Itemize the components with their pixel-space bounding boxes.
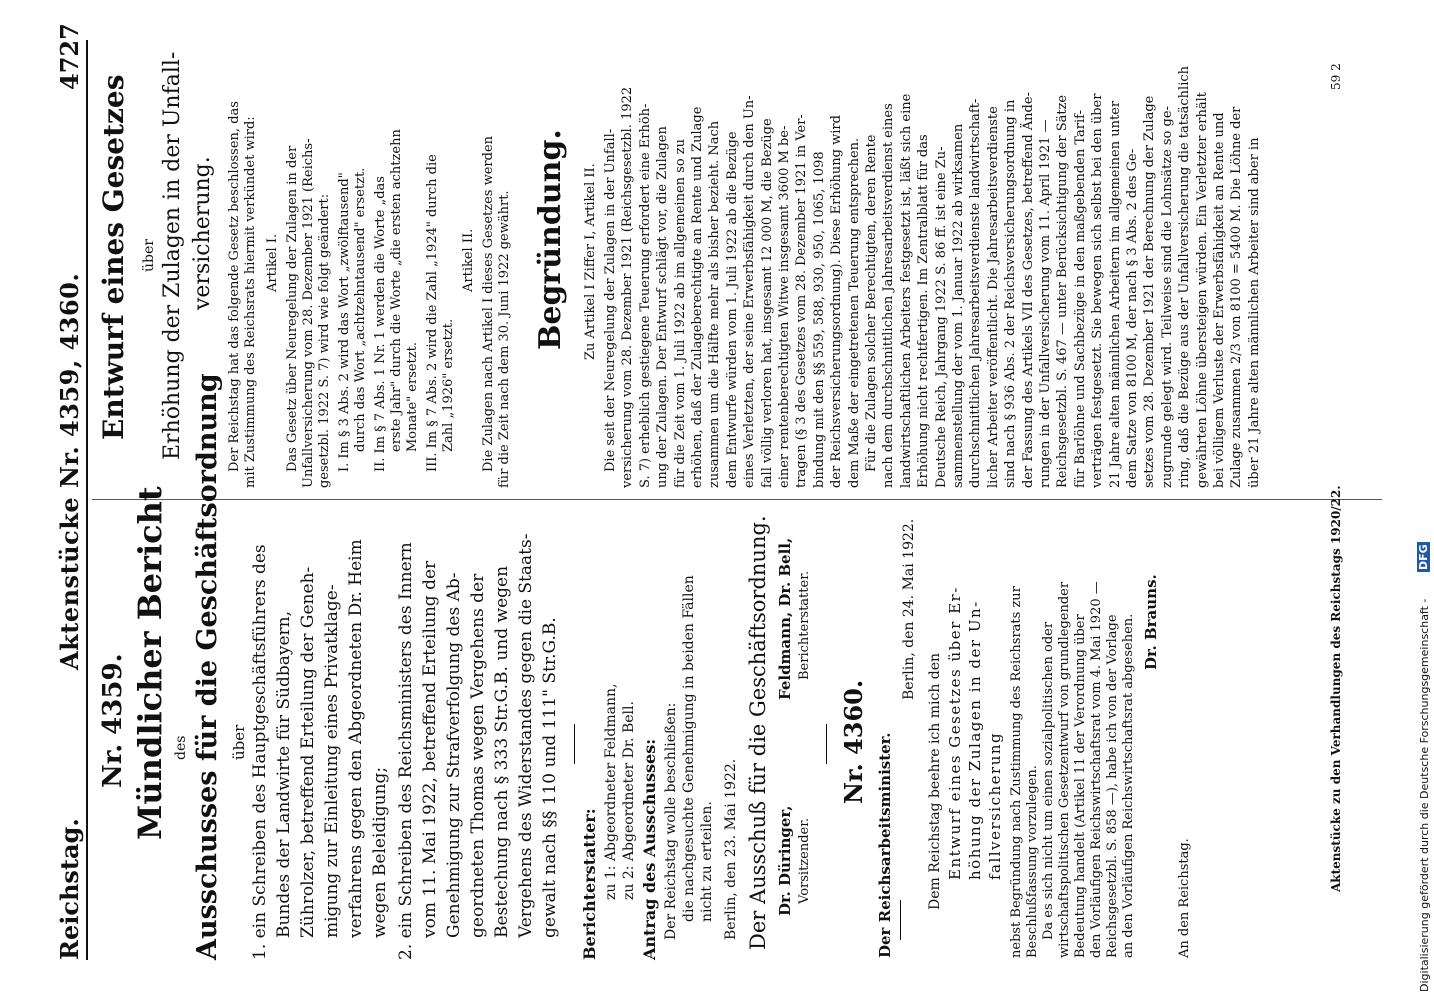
art1-text: gesetzbl. 1922 S. 7) wird wie folgt geändert: bbox=[317, 193, 332, 488]
doc4360-body: höhung der Zulagen in der Un- bbox=[966, 600, 984, 880]
column-divider bbox=[92, 499, 1382, 500]
entwurf-title: Entwurf eines Gesetzes bbox=[97, 74, 130, 440]
art1-item: III. Im § 7 Abs. 2 wird die Zahl „1924" durch die bbox=[425, 154, 440, 472]
begruendung-line: nach dem durchschnittlichen Jahresarbeitsverdienst eines bbox=[881, 103, 897, 488]
doc4360-body: Da es sich nicht um einen sozialpolitischen oder bbox=[1041, 621, 1056, 940]
begruendung-line: 21 Jahre alten männlichen Arbeitern im allgemeinen unter bbox=[1107, 100, 1123, 488]
art1-item: Monate" ersetzt. bbox=[405, 342, 420, 452]
item2-line: vom 11. Mai 1922, betreffend Erteilung der bbox=[420, 560, 440, 938]
entwurf-ueber: über bbox=[141, 239, 157, 272]
doc4360-body: Entwurf eines Gesetzes über Er- bbox=[946, 586, 964, 880]
doc4360-body: an den Vorläufigen Reichswirtschaftsrat abgesehen. bbox=[1121, 613, 1136, 958]
berichterstatter-role: Berichterstatter. bbox=[797, 570, 812, 680]
begruendung-line: erhöhen, daß der Zulageberechtigte an Rente und Zulage bbox=[690, 106, 705, 488]
begruendung-sub: Zu Artikel I Ziffer I, Artikel II. bbox=[583, 163, 598, 360]
begruendung-line: versicherung vom 28. Dezember 1921 (Reichsgesetzbl. 1922 bbox=[620, 86, 636, 488]
vorsitzender-role: Vorsitzender. bbox=[797, 817, 812, 904]
art1-item: II. Im § 7 Abs. 1 Nr. 1 werden die Worte „das bbox=[373, 176, 388, 472]
doc4360-body: Dem Reichstag beehre ich mich den bbox=[927, 652, 943, 910]
antrag-label: Antrag des Ausschusses: bbox=[640, 738, 659, 960]
begruendung-line: bei völligem Verluste der Erwerbsfähigkeit an Rente und bbox=[1212, 112, 1227, 488]
digitization-sidebar bbox=[1414, 0, 1434, 1000]
begruendung-line: Erhöhung nicht rechtfertigen. Im Zentralblatt für das bbox=[916, 134, 932, 488]
doc4360-body: Beschlußfassung vorzulegen. bbox=[1025, 765, 1040, 958]
doc4360-date: Berlin, den 24. Mai 1922. bbox=[901, 518, 917, 700]
begruendung-line: Reichsgesetzbl. S. 467 — unter Berücksichtigung der Sätze bbox=[1055, 94, 1071, 488]
short-rule bbox=[574, 724, 575, 764]
begruendung-line: sammenstellung der vom 1. Januar 1922 ab wirksamen bbox=[951, 123, 966, 488]
begruendung-line: S. 7) erheblich gestiegene Teuerung erfordert eine Erhöh- bbox=[637, 103, 653, 488]
begruendung-line: Zulage zusammen 2/3 von 8100 = 5400 M. Die Löhne der bbox=[1229, 106, 1245, 488]
begruendung-line: zugrunde gelegt wird. Teilweise sind die Lohnsätze so ge- bbox=[1159, 106, 1175, 488]
item2-line: Vergehens des Widerstandes gegen die Staats- bbox=[516, 533, 536, 938]
art2-text: Die Zulagen nach Artikel I dieses Gesetzes werden bbox=[481, 135, 496, 472]
begruendung-line: dem Entwurfe würden vom 1. Juli 1922 ab die Bezüge bbox=[724, 131, 740, 488]
doc4360-body: Reichsgesetzbl. S. 858 —), habe ich von der Vorlage bbox=[1105, 614, 1120, 958]
doc4360-body: fallversicherung bbox=[986, 731, 1004, 880]
begruendung-line: für Barlöhne und Sachbezüge in den maßgebenden Tarif- bbox=[1072, 110, 1088, 488]
page-number: 4727 bbox=[55, 23, 84, 90]
art1-item: erste Jahr" durch die Worte „die ersten achtzehn bbox=[389, 129, 404, 452]
doc4360-body: nebst Begründung nach Zustimmung des Reichsrats zur bbox=[1009, 586, 1024, 958]
entwurf-subtitle: versicherung. bbox=[190, 156, 215, 310]
art1-item: Zahl „1926" ersetzt. bbox=[441, 318, 456, 452]
item2-line: Genehmigung zur Strafverfolgung des Ab- bbox=[444, 572, 464, 938]
artikel-1-heading: Artikel I. bbox=[265, 233, 280, 292]
art2-text: für die Zeit nach dem 30. Juni 1922 gewährt. bbox=[497, 190, 512, 488]
begruendung-line: gewährten Löhne übersteigen würden. Ein Verletzter erhält bbox=[1194, 91, 1210, 488]
begruendung-line: für die Zeit vom 1. Juli 1922 ab im allgemeinen so zu bbox=[672, 139, 688, 488]
art1-text: Das Gesetz über Neuregelung der Zulagen in der bbox=[285, 145, 300, 472]
doc4359-title: Mündlicher Bericht bbox=[131, 486, 169, 840]
header-center: Aktenstücke Nr. 4359, 4360. bbox=[55, 272, 84, 670]
item1-line: Bundes der Landwirte für Südbayern, bbox=[274, 610, 294, 938]
berichterstatter-signature: Feldmann, Dr. Bell, bbox=[776, 537, 794, 700]
footer-right: 59 2 bbox=[1329, 63, 1343, 90]
begruendung-line: eines Verletzten, der seine Erwerbsfähigkeit durch den Un- bbox=[742, 95, 758, 488]
begruendung-line: ung der Zulagen. Der Entwurf schlägt vor, die Zulagen bbox=[655, 126, 671, 488]
begruendung-line: fall völlig verloren hat, insgesamt 12 000 M, die Bezüge bbox=[759, 118, 775, 488]
begruendung-line: dem Satze von 8100 M, der nach § 3 Abs. 2 des Ge- bbox=[1125, 148, 1140, 488]
begruendung-line: Deutsche Reich, Jahrgang 1922 S. 86 ff. ist eine Zu- bbox=[933, 146, 949, 488]
begruendung-title: Begründung. bbox=[533, 129, 568, 350]
begruendung-line: landwirtschaftlichen Arbeiters festgesetzt ist, läßt sich eine bbox=[898, 93, 914, 488]
doc4360-body: wirtschaftspolitischen Gesetzentwurf von grundlegender bbox=[1057, 581, 1072, 958]
entwurf-intro: Der Reichstag hat das folgende Gesetz beschlossen, das bbox=[227, 101, 242, 472]
begruendung-line: sind nach § 936 Abs. 2 der Reichsversicherungsordnung in bbox=[1003, 99, 1019, 488]
doc4360-body: Bedeutung handelt (Artikel 11 der Verordnung über bbox=[1073, 614, 1088, 958]
berichterstatter-2: zu 2: Abgeordneter Dr. Bell. bbox=[621, 701, 637, 900]
item1-line: verfahrens gegen den Abgeordneten Dr. Heim bbox=[346, 539, 366, 938]
begruendung-line: Die seit der Neuregelung der Zulagen in der Unfall- bbox=[603, 128, 618, 472]
begruendung-line: licher Arbeiter veröffentlicht. Die Jahresarbeitsverdienste bbox=[985, 106, 1001, 488]
begruendung-line: der Fassung des Artikels VII des Gesetzes, betreffend Ände- bbox=[1020, 92, 1036, 488]
doc4360-sender: Der Reichsarbeitsminister. bbox=[876, 732, 894, 958]
item1-line: 1. ein Schreiben des Hauptgeschäftsführers des bbox=[250, 544, 270, 960]
short-rule bbox=[826, 724, 827, 764]
item1-line: Zührolzer, betreffend Erteilung der Geneh- bbox=[298, 566, 318, 938]
berichterstatter-label: Berichterstatter: bbox=[580, 808, 599, 960]
entwurf-subtitle: Erhöhung der Zulagen in der Unfall- bbox=[160, 51, 185, 460]
item1-line: migung zur Einleitung eines Privatklage- bbox=[322, 584, 342, 938]
doc4360-number: Nr. 4360. bbox=[839, 679, 868, 804]
doc4360-signature: Dr. Brauns. bbox=[1142, 574, 1160, 670]
begruendung-line: dem Maße der eingetretenen Teuerung entsprechen. bbox=[846, 137, 862, 488]
berichterstatter-1: zu 1: Abgeordneter Feldmann, bbox=[603, 683, 619, 900]
begruendung-line: durchschnittlichen Jahresarbeitsverdienste landwirtschaft- bbox=[968, 98, 984, 488]
antrag-line: nicht zu erteilen. bbox=[699, 801, 715, 922]
begruendung-line: ring, daß die Bezüge aus der Unfallversicherung die tatsächlich bbox=[1177, 65, 1193, 488]
begruendung-line: Für die Zulagen solcher Berechtigten, deren Rente bbox=[864, 134, 879, 472]
antrag-line: Der Reichstag wolle beschließen: bbox=[663, 702, 679, 940]
antrag-line: die nachgesuchte Genehmigung in beiden Fällen bbox=[681, 575, 697, 922]
vorsitzender-name: Dr. Düringer, bbox=[776, 805, 794, 916]
doc4359-ausschuss: Ausschusses für die Geschäftsordnung bbox=[192, 373, 223, 960]
doc4359-number: Nr. 4359. bbox=[98, 653, 128, 788]
art1-item: durch das Wort „achtzehntausend" ersetzt. bbox=[353, 167, 368, 452]
doc4359-ueber: über bbox=[230, 724, 248, 760]
begruendung-line: bindung mit den §§ 559, 588, 930, 950, 1065, 1098 bbox=[811, 151, 827, 488]
item2-line: Bestechung nach § 333 Str.G.B. und wegen bbox=[492, 565, 512, 938]
begruendung-line: zusammen um die Hälfte mehr als bisher bezieht. Nach bbox=[707, 120, 723, 488]
entwurf-intro: mit Zustimmung des Reichsrats hiermit verkündet wird: bbox=[243, 116, 258, 488]
item2-line: gewalt nach §§ 110 und 111" Str.G.B. bbox=[540, 617, 560, 938]
begruendung-line: einer rentenberechtigten Witwe insgesamt 3600 M be- bbox=[777, 125, 792, 488]
item2-line: 2. ein Schreiben des Reichsministers des Innern bbox=[396, 542, 416, 960]
begruendung-line: rungen in der Unfallversicherung vom 11. April 1921 — bbox=[1038, 119, 1053, 488]
doc4360-body: den Vorläufigen Reichswirtschaftsrat vom 4. Mai 1920 — bbox=[1089, 581, 1104, 958]
begruendung-line: verträgen festgesetzt. Sie bewegen sich selbst bei den über bbox=[1090, 93, 1106, 488]
doc4360-recipient: An den Reichstag. bbox=[1177, 838, 1192, 958]
dfg-logo: DFG bbox=[1417, 544, 1430, 570]
begruendung-line: setzes vom 28. Dezember 1921 der Berechnung der Zulage bbox=[1142, 95, 1158, 488]
begruendung-line: tragen (§ 3 des Gesetzes vom 28. Dezember 1921 in Ver- bbox=[794, 114, 810, 488]
begruendung-line: der Reichsversicherungsordnung). Diese Erhöhung wird bbox=[829, 115, 845, 488]
begruendung-line: über 21 Jahre alten männlichen Arbeiter sind aber in bbox=[1246, 137, 1262, 488]
header-rule bbox=[86, 40, 88, 960]
art1-text: Unfallversicherung vom 28. Dezember 1921 (Reichs- bbox=[301, 138, 316, 488]
item2-line: geordneten Thomas wegen Vergehens der bbox=[468, 573, 488, 938]
header-left: Reichstag. bbox=[55, 818, 84, 960]
artikel-2-heading: Artikel II. bbox=[461, 228, 476, 292]
sidebar-text: Digitalisierung gefördert durch die Deutsche Forschungsgemeinschaft - bbox=[1418, 598, 1431, 992]
doc4359-des: des bbox=[173, 735, 189, 760]
doc4359-date: Berlin, den 23. Mai 1922. bbox=[723, 758, 739, 940]
ausschuss-signature: Der Ausschuß für die Geschäftsordnung. bbox=[746, 515, 770, 950]
art1-item: I. Im § 3 Abs. 2 wird das Wort „zwölftausend" bbox=[337, 172, 352, 472]
item1-line: wegen Beleidigung; bbox=[370, 766, 390, 938]
short-rule bbox=[900, 900, 901, 940]
footer-left: Aktenstücke zu den Verhandlungen des Reichstags 1920/22. bbox=[1329, 485, 1343, 892]
